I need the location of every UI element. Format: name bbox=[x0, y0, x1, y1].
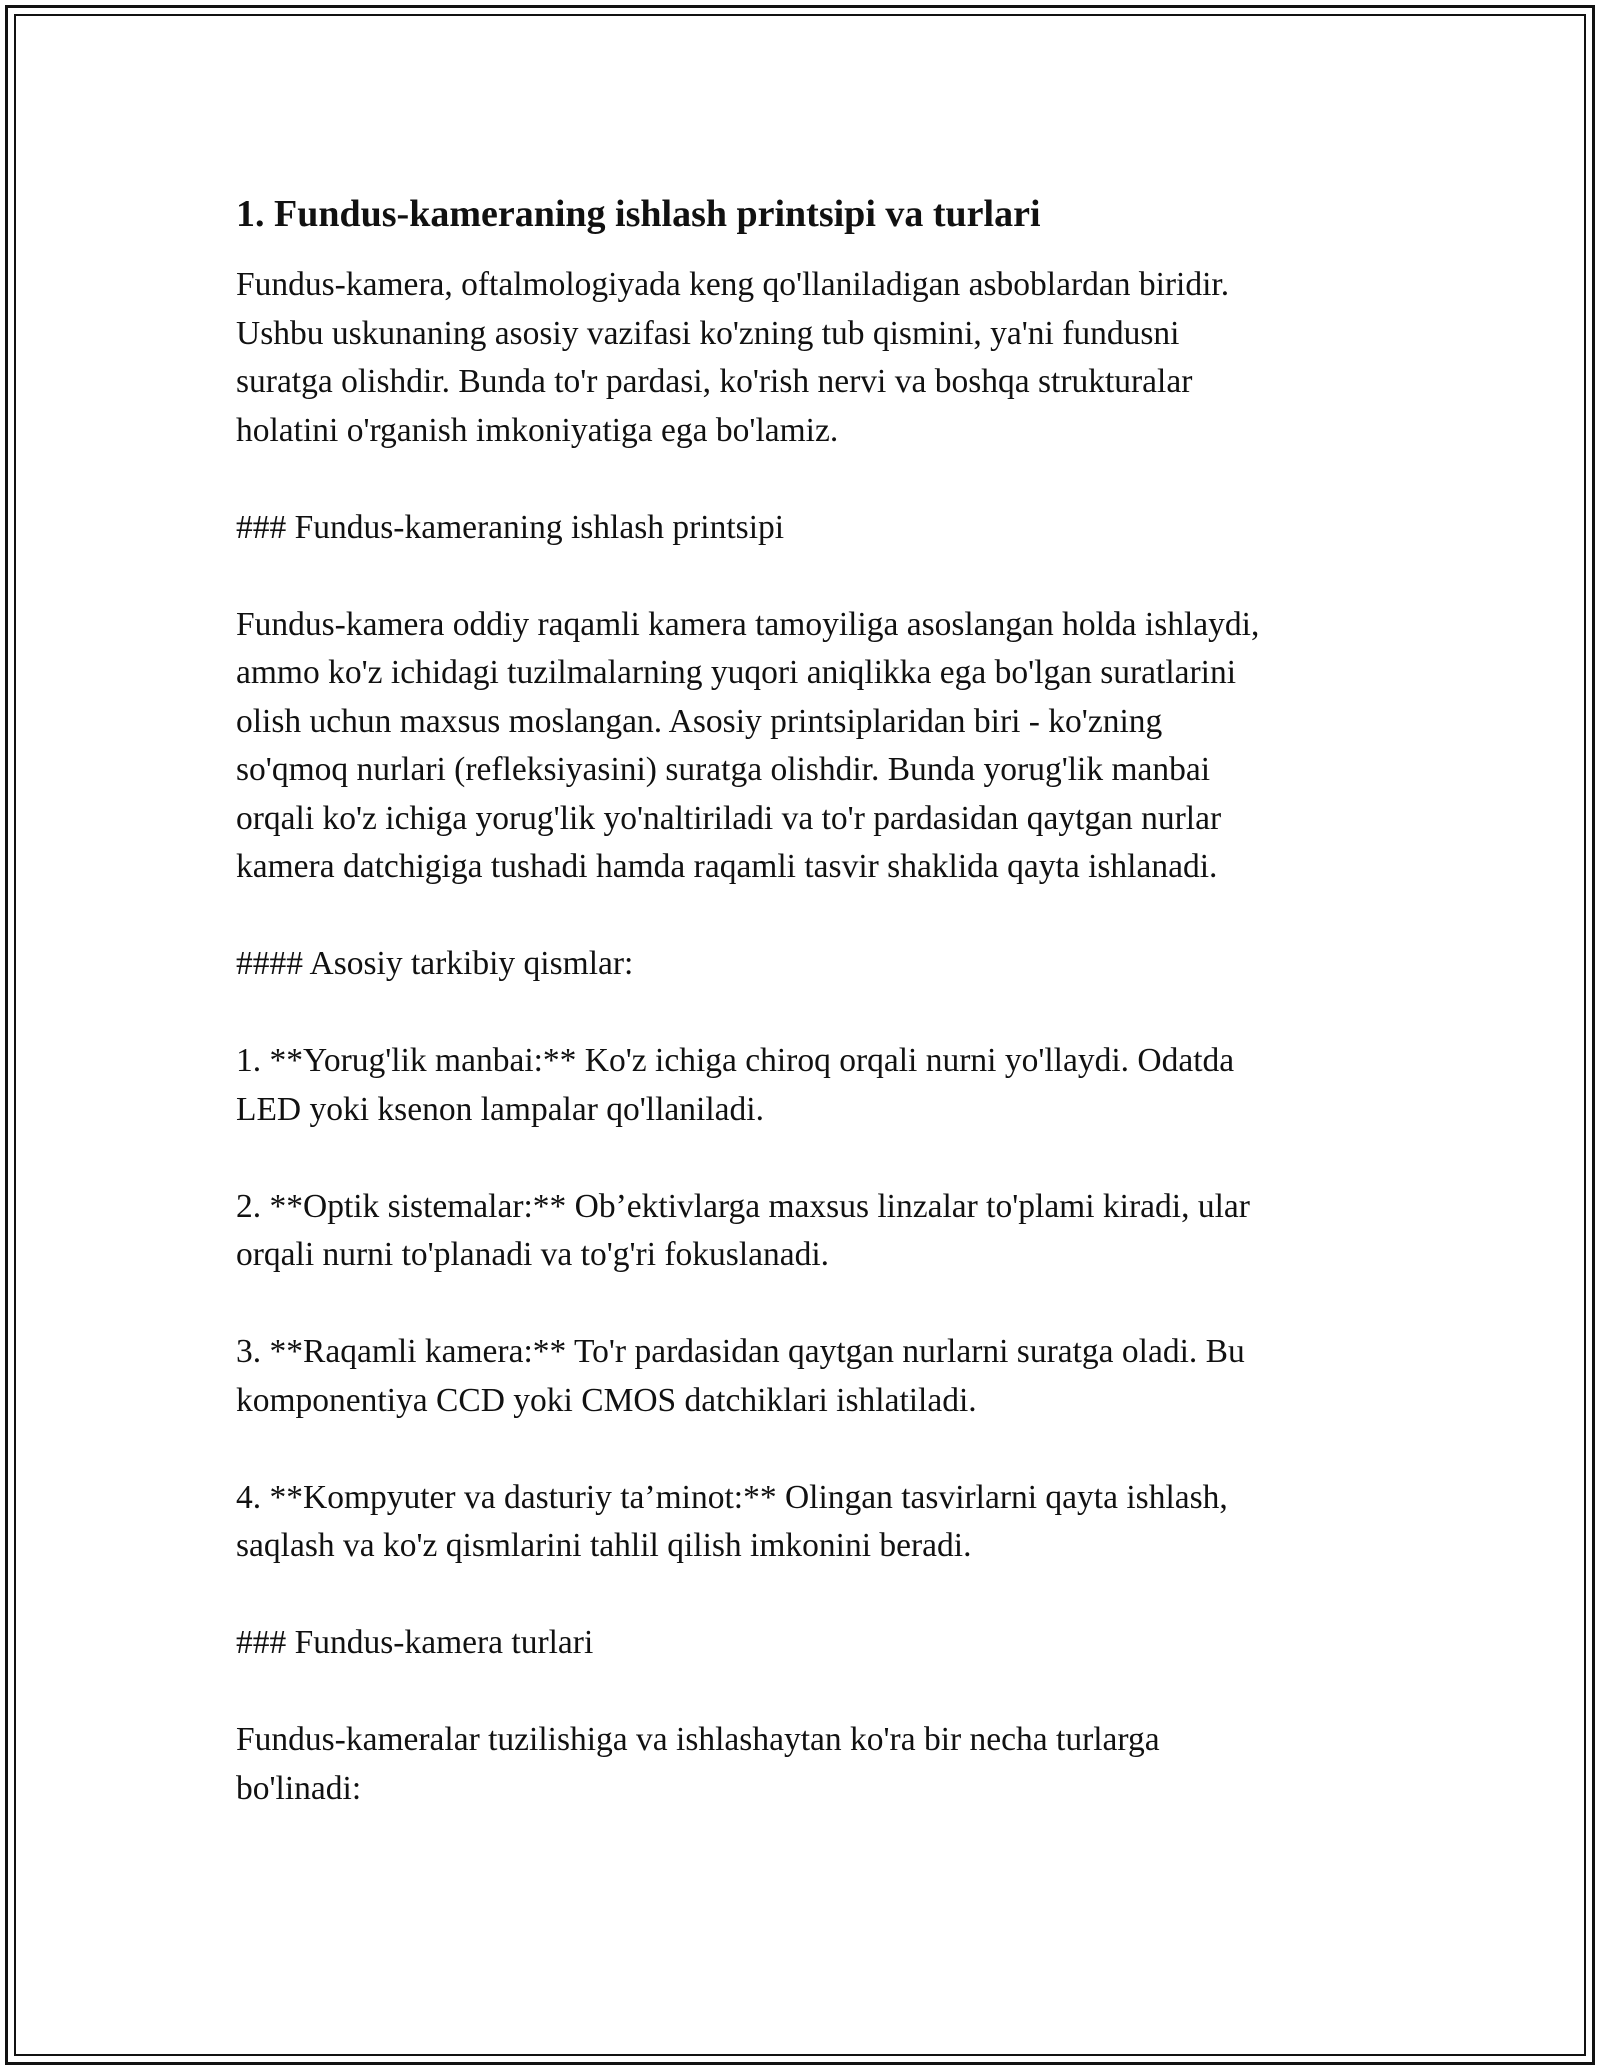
list-item-software: 4. **Kompyuter va dasturiy ta’minot:** Olingan tasvirlarni qayta ishlash, saqlash va ko'z qismlarini tahlil qilish imkonini beradi. bbox=[236, 1478, 1228, 1564]
section-heading-principle: ### Fundus-kameraning ishlash printsipi bbox=[236, 508, 785, 546]
section-heading-types: ### Fundus-kamera turlari bbox=[236, 1624, 594, 1661]
document-title: 1. Fundus-kameraning ishlash printsipi va turlari bbox=[236, 193, 1041, 235]
list-item-digital-camera: 3. **Raqamli kamera:** To'r pardasidan qaytgan nurlarni suratga oladi. Bu komponentiya CCD yoki CMOS datchiklari ishlatiladi. bbox=[236, 1333, 1245, 1419]
subsection-heading-components: #### Asosiy tarkibiy qismlar: bbox=[236, 945, 634, 982]
list-item-light-source: 1. **Yorug'lik manbai:** Ko'z ichiga chiroq orqali nurni yo'llaydi. Odatda LED yoki ksenon lampalar qo'llaniladi. bbox=[236, 1042, 1235, 1128]
principle-paragraph: Fundus-kamera oddiy raqamli kamera tamoyiliga asoslangan holda ishlaydi, ammo ko'z ichidagi tuzilmalarning yuqori aniqlikka ega bo'lgan suratlarini olish uchun maxsus moslangan. Asosiy printsiplaridan biri - ko'zning so'qmoq nurlari (refleksiyasini) suratga olishdir. Bunda yorug'lik manbai orqali ko'z ichiga yorug'lik yo'naltiriladi va to'r pardasidan qaytgan nurlar kamera datchigiga tushadi hamda raqamli tasvir shaklida qayta ishlanadi. bbox=[236, 605, 1260, 885]
types-paragraph: Fundus-kameralar tuzilishiga va ishlashaytan ko'ra bir necha turlarga bo'linadi: bbox=[236, 1721, 1160, 1807]
list-item-optics: 2. **Optik sistemalar:** Ob’ektivlarga maxsus linzalar to'plami kiradi, ular orqali nurni to'planadi va to'g'ri fokuslanadi. bbox=[236, 1187, 1250, 1273]
document-body bbox=[236, 187, 1366, 1813]
intro-paragraph: Fundus-kamera, oftalmologiyada keng qo'llaniladigan asboblardan biridir. Ushbu uskunaning asosiy vazifasi ko'zning tub qismini, ya'ni fundusni suratga olishdir. Bunda to'r pardasi, ko'rish nervi va boshqa strukturalar holatini o'rganish imkoniyatiga ega bo'lamiz. bbox=[236, 266, 1230, 449]
